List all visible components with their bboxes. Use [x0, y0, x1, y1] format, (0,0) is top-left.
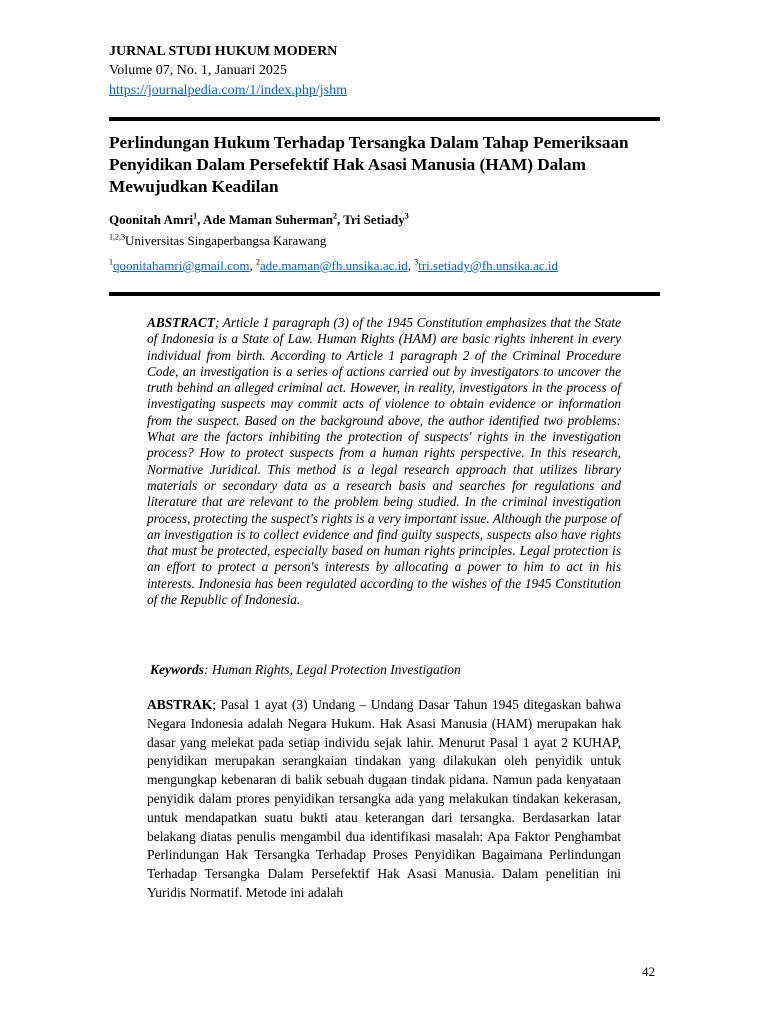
author-name: Ade Maman Suherman	[202, 212, 333, 227]
author-name: Tri Setiady	[343, 212, 405, 227]
keywords-text: : Human Rights, Legal Protection Investigation	[204, 662, 461, 677]
title-block-divider	[109, 292, 660, 296]
author-mark: 2	[332, 211, 337, 221]
email-link[interactable]: ade.maman@fh.unsika.ac.id	[260, 258, 408, 273]
affiliation	[109, 233, 326, 249]
author-separator: ,	[197, 212, 203, 227]
author-mark: 1	[193, 211, 198, 221]
email-mark: 2	[256, 257, 261, 267]
page-number: 42	[642, 964, 655, 979]
keywords	[150, 662, 620, 678]
email-link[interactable]: qoonitahamri@gmail.com	[113, 258, 250, 273]
header-divider	[109, 117, 660, 121]
abstract-english-label: ABSTRACT	[147, 315, 215, 330]
abstract-english-text: ; Article 1 paragraph (3) of the 1945 Constitution emphasizes that the State of Indonesia is a State of Law. Human Rights (HAM) are basic rights inherent in every individual from birth. According to Article 1 paragraph 2 of the Criminal Procedure Code, an investigation is a series of actions carried out by investigators to uncover the truth behind an alleged criminal act. However, in reality, investigators in the process of investigating suspects may commit acts of violence to obtain evidence or information from the suspect. Based on the background above, the author identified two problems: What are the factors inhibiting the protection of suspects' rights in the investigation process? How to protect suspects from a human rights perspective. In this research, Normative Juridical. This method is a legal research approach that utilizes library materials or secondary data as a research basis and searches for regulations and literature that are relevant to the problem being studied. In the criminal investigation process, protecting the suspect's rights is a very important issue. Although the purpose of an investigation is to collect evidence and find guilty suspects, suspects also have rights that must be protected, especially based on human rights principles. Legal protection is an effort to protect a person's interests by allocating a power to him to act in his interests. Indonesia has been regulated according to the wishes of the 1945 Constitution of the Republic of Indonesia.	[147, 315, 621, 608]
abstract-english	[147, 315, 621, 608]
article-title: Perlindungan Hukum Terhadap Tersangka Dalam Tahap Pemeriksaan Penyidikan Dalam Persefektif Hak Asasi Manusia (HAM) Dalam Mewujudkan Keadilan	[109, 133, 629, 196]
abstract-indonesian	[147, 696, 621, 903]
abstract-indonesian-text: ; Pasal 1 ayat (3) Undang – Undang Dasar Tahun 1945 ditegaskan bahwa Negara Indonesia adalah Negara Hukum. Hak Asasi Manusia (HAM) merupakan hak dasar yang melekat pada setiap individu sejak lahir. Menurut Pasal 1 ayat 2 KUHAP, penyidikan merupakan serangkaian tindakan yang dilakukan oleh penyidik untuk mengungkap kebenaran di balik sebuah dugaan tindak pidana. Namun pada kenyataan penyidik dalam prores penyidikan tersangka ada yang melakukan tindakan kekerasan, untuk mendapatkan suatu bukti atau keterangan dari tersangka. Berdasarkan latar belakang diatas penulis mengambil dua identifikasi masalah: Apa Faktor Penghambat Perlindungan Hak Tersangka Terhadap Proses Penyidikan Bagaimana Perlindungan Terhadap Tersangka Dalam Persefektif Hak Asasi Manusia. Dalam penelitian ini Yuridis Normatif. Metode ini adalah	[147, 697, 621, 900]
journal-url-link[interactable]: https://journalpedia.com/1/index.php/jshm	[109, 83, 347, 98]
author-separator: ,	[336, 212, 344, 227]
email-separator: ,	[407, 258, 415, 273]
email-mark: 3	[414, 257, 419, 267]
journal-name: JURNAL STUDI HUKUM MODERN	[109, 44, 338, 59]
author-list	[109, 212, 409, 228]
author-mark: 3	[404, 211, 409, 221]
journal-volume: Volume 07, No. 1, Januari 2025	[109, 63, 287, 78]
email-mark: 1	[109, 257, 113, 267]
author-emails	[109, 258, 558, 274]
email-separator: ,	[249, 258, 257, 273]
affiliation-name: Universitas Singaperbangsa Karawang	[125, 233, 327, 248]
journal-header	[109, 42, 669, 101]
keywords-label: Keywords	[150, 662, 204, 677]
abstract-indonesian-label: ABSTRAK	[147, 697, 213, 712]
author-name: Qoonitah Amri	[109, 212, 194, 227]
email-link[interactable]: tri.setiady@fh.unsika.ac.id	[418, 258, 559, 273]
affiliation-marks: 1,2,3	[109, 232, 125, 242]
